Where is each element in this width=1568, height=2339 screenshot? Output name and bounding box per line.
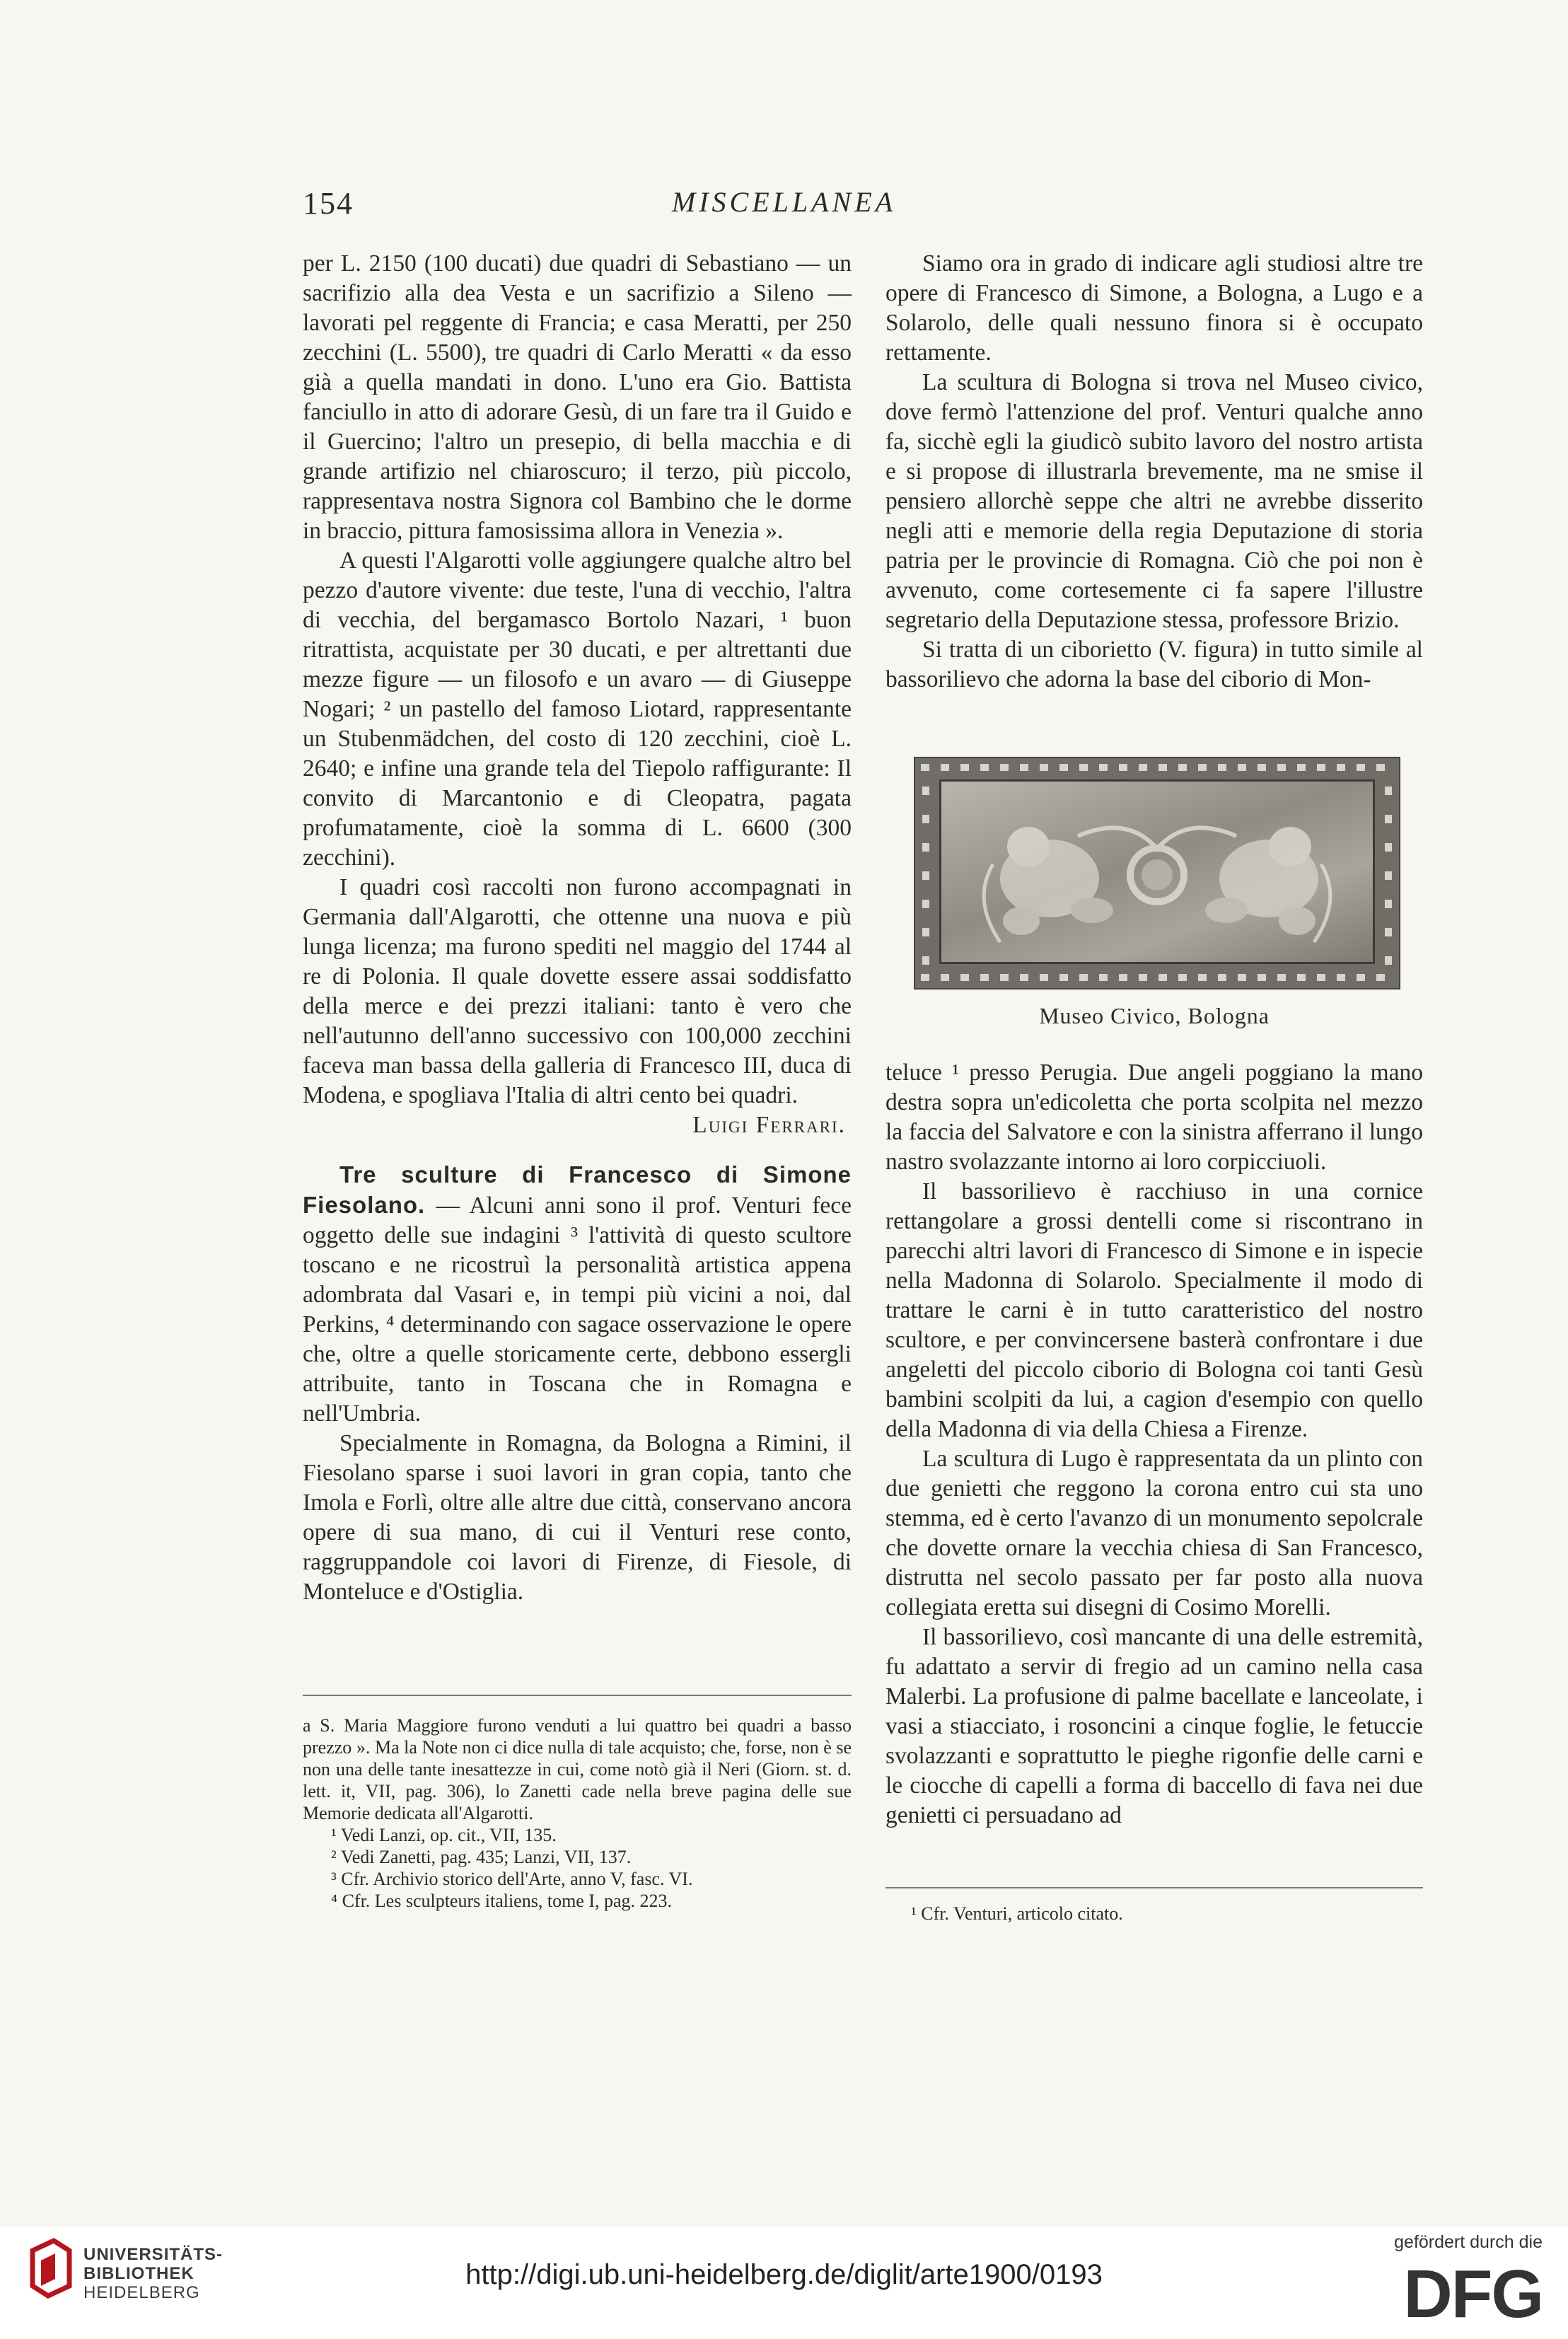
permalink-url[interactable]: http://digi.ub.uni-heidelberg.de/diglit/arte1900/0193 bbox=[465, 2259, 1103, 2290]
paragraph: Specialmente in Romagna, da Bologna a Rimini, il Fiesolano sparse i suoi lavori in gran copia, tanto che Imola e Forlì, oltre alle altre due città, conservano ancora opere di sua mano, di cui il Venturi rese conto, raggruppandole coi lavori di Firenze, di Fiesole, di Monteluce e d'Ostiglia. bbox=[303, 1430, 852, 1605]
left-column bbox=[303, 249, 852, 1607]
paragraph: A questi l'Algarotti volle aggiungere qualche altro bel pezzo d'autore vivente: due teste, l'una di vecchio, l'altra di vecchia, del bergamasco Bortolo Nazari, ¹ buon ritrattista, acquistate per 30 ducati, e per altrettanti due mezze figure — un filosofo e un avaro — di Giuseppe Nogari; ² un pastello del famoso Liotard, rappresentante un Stubenmädchen, del costo di 120 zecchini, cioè L. 2640; e infine una grande tela del Tiepolo raffigurante: Il convito di Marcantonio e di Cleopatra, pagata profumatamente, cioè la somma di L. 6600 (300 zecchini). bbox=[303, 547, 852, 871]
funding-label: gefördert durch die bbox=[1394, 2232, 1543, 2252]
right-footnotes bbox=[885, 1903, 1423, 1925]
paragraph: Il bassorilievo è racchiuso in una cornice rettangolare a grossi dentelli come si riscontrano in parecchi altri lavori di Francesco di Simone e in ispecie nella Madonna di Solarolo. Specialmente il modo di trattare le carni è in tutto caratteristico del nostro scultore, e per convincersene basterà confrontare i due angeletti del piccolo ciborio di Bologna coi tanti Gesù bambini scolpiti da lui, a cagion d'esempio con quello della Madonna di via della Chiesa a Firenze. bbox=[885, 1178, 1423, 1442]
footnote: ⁴ Cfr. Les sculpteurs italiens, tome I, pag. 223. bbox=[331, 1891, 673, 1911]
paragraph: La scultura di Lugo è rappresentata da un plinto con due genietti che reggono la corona entro cui sta uno stemma, ed è certo l'avanzo di un monumento sepolcrale che dovette ornare la vecchia chiesa di San Francesco, distrutta nel secolo passato per far posto alla nuova collegiata eretta sui disegni di Cosimo Morelli. bbox=[885, 1446, 1423, 1620]
footnote: ² Vedi Zanetti, pag. 435; Lanzi, VII, 137. bbox=[331, 1847, 632, 1867]
footnote: ¹ Vedi Lanzi, op. cit., VII, 135. bbox=[331, 1825, 557, 1845]
footnote-rule-left bbox=[303, 1695, 852, 1696]
relief-carving-illustration bbox=[915, 758, 1399, 988]
author-name: Luigi Ferrari. bbox=[692, 1112, 846, 1138]
footnote-continuation: a S. Maria Maggiore furono venduti a lui quattro bei quadri a basso prezzo ». Ma la Note non ci dice nulla di tale acquisto; che, forse, non è se non una delle tante inesattezze in cui, come notò già il Neri (Giorn. st. d. lett. it, VII, pag. 306), lo Zanetti cade nella breve pagina delle sue Memorie dedicata all'Algarotti. bbox=[303, 1715, 852, 1823]
paragraph: per L. 2150 (100 ducati) due quadri di Sebastiano — un sacrifizio alla dea Vesta e un sacrifizio a Sileno — lavorati pel reggente di Francia; e casa Meratti, per 250 zecchini (L. 5500), tre quadri di Carlo Meratti « da esso già a quella mandati in dono. L'uno era Gio. Battista fanciullo in atto di adorare Gesù, di un fare tra il Guido e il Guercino; l'altro un presepio, di bella macchia e di grande artifizio nel chiaroscuro; il terzo, più piccolo, rappresentava nostra Signora col Bambino che le dorme in braccio, pittura famosissima allora in Venezia ». bbox=[303, 250, 852, 544]
page-number: 154 bbox=[303, 186, 354, 221]
signature bbox=[303, 1110, 852, 1140]
paragraph-text: — Alcuni anni sono il prof. Venturi fece oggetto delle sue indagini ³ l'attività di questo scultore toscano e ne ricostruì la personalità artistica appena adombrata dal Vasari e, in tempi più vicini a noi, dal Perkins, ⁴ determinando con sagace osservazione le opere che, oltre a quelle storicamente certe, debbono essergli attribuite, tanto in Toscana che in Romagna e nell'Umbria. bbox=[303, 1192, 852, 1427]
relief-photograph bbox=[914, 757, 1400, 989]
right-column-top bbox=[885, 249, 1423, 695]
paragraph: Si tratta di un ciborietto (V. figura) in tutto simile al bassorilievo che adorna la base del ciborio di Mon- bbox=[885, 637, 1423, 692]
section-title: Tre sculture di Francesco di Simone Fiesolano. bbox=[303, 1161, 852, 1218]
running-head: MISCELLANEA bbox=[671, 186, 897, 218]
footnote: ¹ Cfr. Venturi, articolo citato. bbox=[911, 1903, 1123, 1924]
paragraph: Siamo ora in grado di indicare agli studiosi altre tre opere di Francesco di Simone, a Bologna, a Lugo e a Solarolo, delle quali nessuno finora si è occupato rettamente. bbox=[885, 250, 1423, 366]
footer-band bbox=[0, 2227, 1568, 2339]
section-heading-paragraph bbox=[303, 1160, 852, 1429]
paragraph: La scultura di Bologna si trova nel Museo civico, dove fermò l'attenzione del prof. Venturi qualche anno fa, sicchè egli la giudicò subito lavoro del nostro artista e si propose di illustrarla brevemente, ma ne smise il pensiero allorchè seppe che altri ne avrebbe disserito negli atti e memorie della regia Deputazione di storia patria per le provincie di Romagna. Ciò che poi non è avvenuto, come cortesemente ci fa sapere l'illustre segretario della Deputazione stessa, professore Brizio. bbox=[885, 369, 1423, 633]
library-name-line: BIBLIOTHEK bbox=[83, 2264, 194, 2283]
figure-caption: Museo Civico, Bologna bbox=[1039, 1003, 1270, 1028]
paragraph: I quadri così raccolti non furono accompagnati in Germania dall'Algarotti, che ottenne una nuova e più lunga licenza; ma furono spediti nel maggio del 1744 al re di Polonia. Il quale dovette essere assai soddisfatto della merce e dei prezzi italiani: tanto è vero che nell'autunno dell'anno successivo con 100,000 zecchini faceva man bassa della galleria di Francesco III, duca di Modena, e spogliava l'Italia di altri cento bei quadri. bbox=[303, 874, 852, 1108]
paragraph: teluce ¹ presso Perugia. Due angeli poggiano la mano destra sopra un'edicoletta che porta scolpita nel mezzo la faccia del Salvatore e con la sinistra afferrano il lungo nastro svolazzante intorno ai loro corpicciuoli. bbox=[885, 1060, 1423, 1175]
dfg-logo: DFG bbox=[1403, 2256, 1543, 2332]
footnote: ³ Cfr. Archivio storico dell'Arte, anno V, fasc. VI. bbox=[331, 1869, 693, 1889]
right-column-bottom bbox=[885, 1058, 1423, 1830]
library-name-line: UNIVERSITÄTS- bbox=[83, 2245, 223, 2264]
paragraph: Il bassorilievo, così mancante di una delle estremità, fu adattato a servir di fregio ad un camino nella casa Malerbi. La profusione di palme bacellate e lanceolate, i vasi a stiacciato, i rosoncini a cinque foglie, le fetuccie svolazzanti e soprattutto le pieghe rigonfie delle carni e le ciocche di capelli a forma di baccello di fava nei due genietti ci persuadano ad bbox=[885, 1624, 1423, 1828]
left-footnotes bbox=[303, 1714, 852, 1912]
library-name-line: HEIDELBERG bbox=[83, 2283, 200, 2302]
footnote-rule-right bbox=[885, 1887, 1423, 1888]
